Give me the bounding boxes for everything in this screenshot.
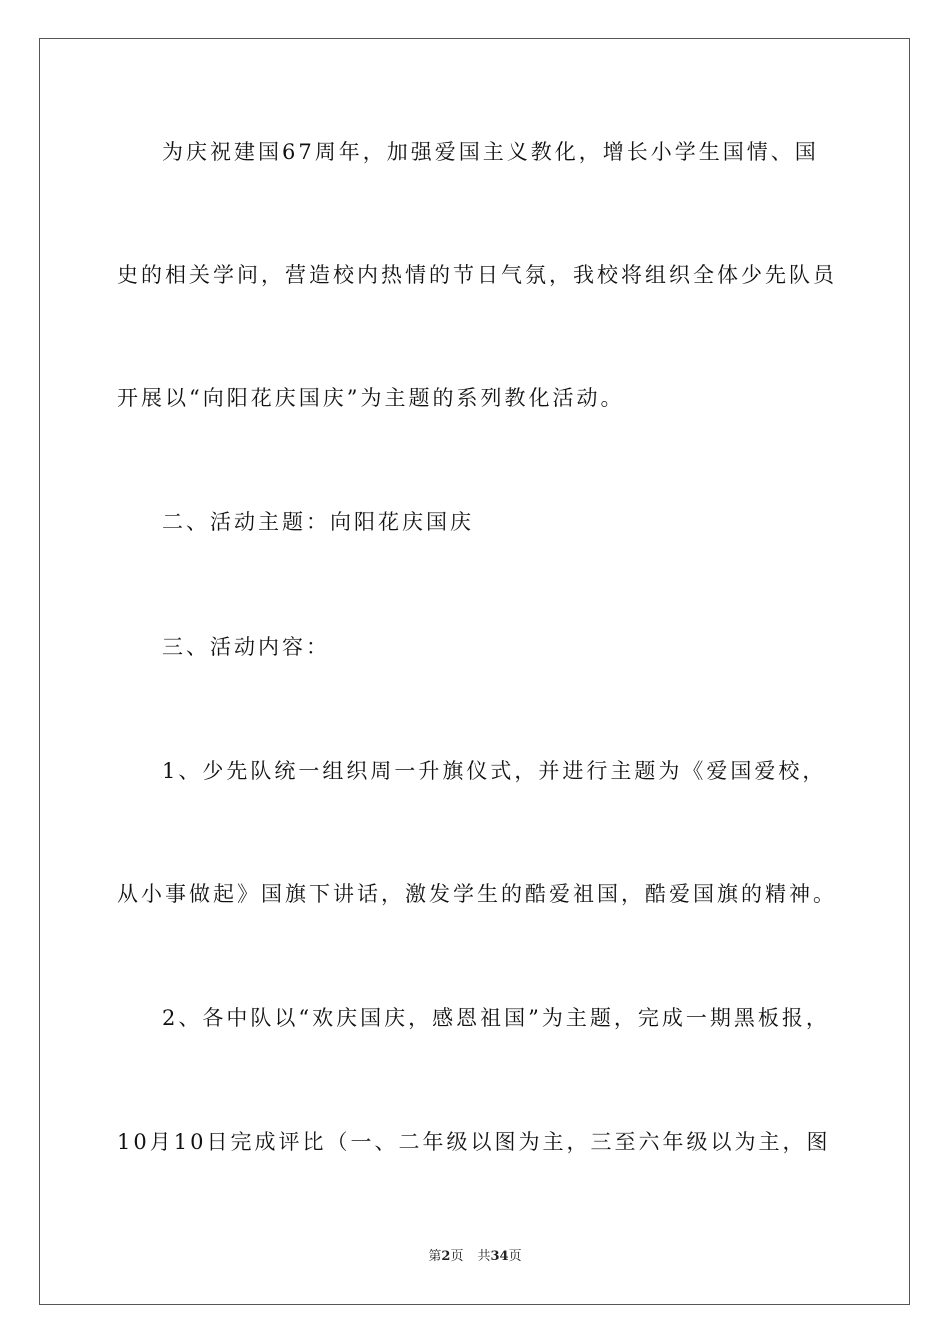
paragraph-line-7: 从小事做起》国旗下讲话，激发学生的酷爱祖国，酷爱国旗的精神。 xyxy=(117,882,837,906)
paragraph-line-8: 2、各中队以“欢庆国庆，感恩祖国”为主题，完成一期黑板报， xyxy=(162,1006,830,1030)
footer-page-prefix: 第 xyxy=(428,1249,442,1264)
paragraph-line-2: 史的相关学问，营造校内热情的节日气氛，我校将组织全体少先队员 xyxy=(117,263,837,287)
page-frame xyxy=(39,38,910,1305)
page-footer xyxy=(0,1248,950,1266)
paragraph-line-1: 为庆祝建国67周年，加强爱国主义教化，增长小学生国情、国 xyxy=(162,140,819,164)
footer-page-suffix: 页 xyxy=(450,1249,464,1264)
footer-page-number: 2 xyxy=(441,1249,451,1264)
section-heading-theme: 二、活动主题：向阳花庆国庆 xyxy=(162,510,474,534)
paragraph-line-6: 1、少先队统一组织周一升旗仪式，并进行主题为《爱国爱校， xyxy=(162,759,827,783)
footer-total-suffix: 页 xyxy=(508,1249,522,1264)
footer-total-prefix: 共 xyxy=(477,1249,491,1264)
paragraph-line-3: 开展以“向阳花庆国庆”为主题的系列教化活动。 xyxy=(117,386,625,410)
section-heading-content: 三、活动内容： xyxy=(162,635,330,659)
paragraph-line-9: 10月10日完成评比（一、二年级以图为主，三至六年级以为主，图 xyxy=(117,1130,831,1154)
footer-total-pages: 34 xyxy=(490,1249,509,1264)
